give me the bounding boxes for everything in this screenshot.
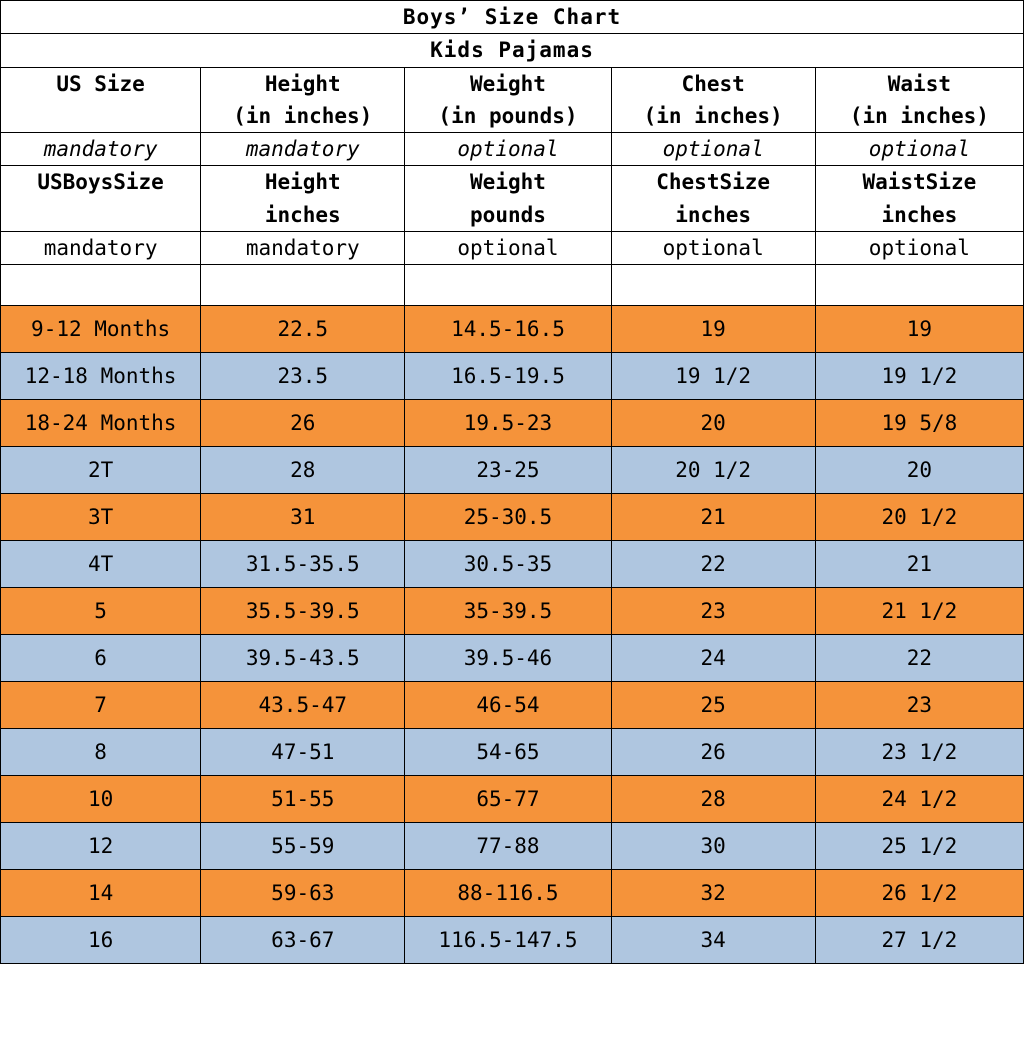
cell-waist: 25 1/2	[815, 823, 1023, 870]
table-row	[1, 400, 1024, 447]
table-row	[1, 823, 1024, 870]
cell-size: 5	[1, 588, 201, 635]
table-row	[1, 306, 1024, 353]
cell-waist: 23 1/2	[815, 729, 1023, 776]
header-cell-waist: Waist	[815, 67, 1023, 100]
cell-chest: 19 1/2	[611, 353, 815, 400]
cell-size: 3T	[1, 494, 201, 541]
spacer-cell	[201, 265, 405, 306]
field-name-weight: Weight	[405, 166, 611, 199]
cell-weight: 23-25	[405, 447, 611, 494]
spacer-cell	[1, 265, 201, 306]
header-cell-chest: Chest	[611, 67, 815, 100]
cell-chest: 25	[611, 682, 815, 729]
cell-chest: 28	[611, 776, 815, 823]
header-unit-height: (in inches)	[201, 100, 405, 133]
cell-waist: 26 1/2	[815, 870, 1023, 917]
cell-height: 31.5-35.5	[201, 541, 405, 588]
cell-height: 23.5	[201, 353, 405, 400]
cell-weight: 16.5-19.5	[405, 353, 611, 400]
table-row	[1, 635, 1024, 682]
cell-chest: 19	[611, 306, 815, 353]
field-name-us-size: USBoysSize	[1, 166, 201, 199]
cell-waist: 20	[815, 447, 1023, 494]
header-row-field-units	[1, 199, 1024, 232]
cell-height: 63-67	[201, 917, 405, 964]
cell-height: 59-63	[201, 870, 405, 917]
header-row-requirement-plain	[1, 231, 1024, 264]
cell-weight: 35-39.5	[405, 588, 611, 635]
cell-weight: 54-65	[405, 729, 611, 776]
field-name-chest: ChestSize	[611, 166, 815, 199]
table-row	[1, 353, 1024, 400]
header-unit-waist: (in inches)	[815, 100, 1023, 133]
cell-height: 35.5-39.5	[201, 588, 405, 635]
header-cell-height: Height	[201, 67, 405, 100]
cell-size: 14	[1, 870, 201, 917]
cell-chest: 24	[611, 635, 815, 682]
field-unit-waist: inches	[815, 199, 1023, 232]
table-row	[1, 917, 1024, 964]
spacer-cell	[815, 265, 1023, 306]
table-row	[1, 447, 1024, 494]
cell-height: 55-59	[201, 823, 405, 870]
header-row-requirement-italic	[1, 133, 1024, 166]
table-row	[1, 541, 1024, 588]
cell-weight: 14.5-16.5	[405, 306, 611, 353]
cell-weight: 39.5-46	[405, 635, 611, 682]
field-unit-weight: pounds	[405, 199, 611, 232]
cell-size: 7	[1, 682, 201, 729]
header-row-2	[1, 100, 1024, 133]
title-row	[1, 1, 1024, 34]
requirement-plain-us-size: mandatory	[1, 231, 201, 264]
table-row	[1, 682, 1024, 729]
spacer-cell	[611, 265, 815, 306]
cell-weight: 65-77	[405, 776, 611, 823]
cell-size: 4T	[1, 541, 201, 588]
field-unit-chest: inches	[611, 199, 815, 232]
cell-chest: 20 1/2	[611, 447, 815, 494]
field-unit-us-size	[1, 199, 201, 232]
cell-height: 28	[201, 447, 405, 494]
cell-weight: 19.5-23	[405, 400, 611, 447]
cell-waist: 19 5/8	[815, 400, 1023, 447]
table-row	[1, 588, 1024, 635]
requirement-plain-chest: optional	[611, 231, 815, 264]
requirement-plain-height: mandatory	[201, 231, 405, 264]
cell-size: 6	[1, 635, 201, 682]
cell-waist: 19 1/2	[815, 353, 1023, 400]
header-cell-us-size: US Size	[1, 67, 201, 100]
cell-height: 31	[201, 494, 405, 541]
table-row	[1, 494, 1024, 541]
cell-size: 8	[1, 729, 201, 776]
header-cell-weight: Weight	[405, 67, 611, 100]
cell-weight: 116.5-147.5	[405, 917, 611, 964]
cell-chest: 34	[611, 917, 815, 964]
cell-waist: 21	[815, 541, 1023, 588]
cell-size: 10	[1, 776, 201, 823]
header-row-1	[1, 67, 1024, 100]
cell-chest: 26	[611, 729, 815, 776]
spacer-cell	[405, 265, 611, 306]
page-title: Boys’ Size Chart	[1, 1, 1024, 34]
cell-waist: 24 1/2	[815, 776, 1023, 823]
cell-waist: 23	[815, 682, 1023, 729]
requirement-italic-waist: optional	[815, 133, 1023, 166]
table-row	[1, 776, 1024, 823]
table-row	[1, 729, 1024, 776]
cell-height: 43.5-47	[201, 682, 405, 729]
cell-height: 39.5-43.5	[201, 635, 405, 682]
field-unit-height: inches	[201, 199, 405, 232]
cell-chest: 32	[611, 870, 815, 917]
cell-chest: 23	[611, 588, 815, 635]
requirement-plain-waist: optional	[815, 231, 1023, 264]
cell-weight: 30.5-35	[405, 541, 611, 588]
subtitle-row	[1, 34, 1024, 67]
header-unit-us-size	[1, 100, 201, 133]
cell-waist: 19	[815, 306, 1023, 353]
cell-size: 18-24 Months	[1, 400, 201, 447]
cell-size: 9-12 Months	[1, 306, 201, 353]
header-row-field-names	[1, 166, 1024, 199]
spacer-row	[1, 265, 1024, 306]
cell-waist: 22	[815, 635, 1023, 682]
cell-waist: 27 1/2	[815, 917, 1023, 964]
requirement-italic-height: mandatory	[201, 133, 405, 166]
cell-chest: 20	[611, 400, 815, 447]
table-row	[1, 870, 1024, 917]
cell-size: 16	[1, 917, 201, 964]
field-name-waist: WaistSize	[815, 166, 1023, 199]
cell-size: 12	[1, 823, 201, 870]
requirement-italic-chest: optional	[611, 133, 815, 166]
cell-height: 22.5	[201, 306, 405, 353]
cell-weight: 88-116.5	[405, 870, 611, 917]
cell-height: 51-55	[201, 776, 405, 823]
header-unit-chest: (in inches)	[611, 100, 815, 133]
cell-chest: 21	[611, 494, 815, 541]
cell-waist: 21 1/2	[815, 588, 1023, 635]
requirement-italic-weight: optional	[405, 133, 611, 166]
cell-size: 12-18 Months	[1, 353, 201, 400]
page-subtitle: Kids Pajamas	[1, 34, 1024, 67]
table-body	[1, 1, 1024, 964]
header-unit-weight: (in pounds)	[405, 100, 611, 133]
cell-chest: 22	[611, 541, 815, 588]
cell-weight: 46-54	[405, 682, 611, 729]
cell-size: 2T	[1, 447, 201, 494]
cell-chest: 30	[611, 823, 815, 870]
cell-weight: 25-30.5	[405, 494, 611, 541]
cell-weight: 77-88	[405, 823, 611, 870]
field-name-height: Height	[201, 166, 405, 199]
cell-height: 47-51	[201, 729, 405, 776]
cell-height: 26	[201, 400, 405, 447]
cell-waist: 20 1/2	[815, 494, 1023, 541]
requirement-plain-weight: optional	[405, 231, 611, 264]
requirement-italic-us-size: mandatory	[1, 133, 201, 166]
